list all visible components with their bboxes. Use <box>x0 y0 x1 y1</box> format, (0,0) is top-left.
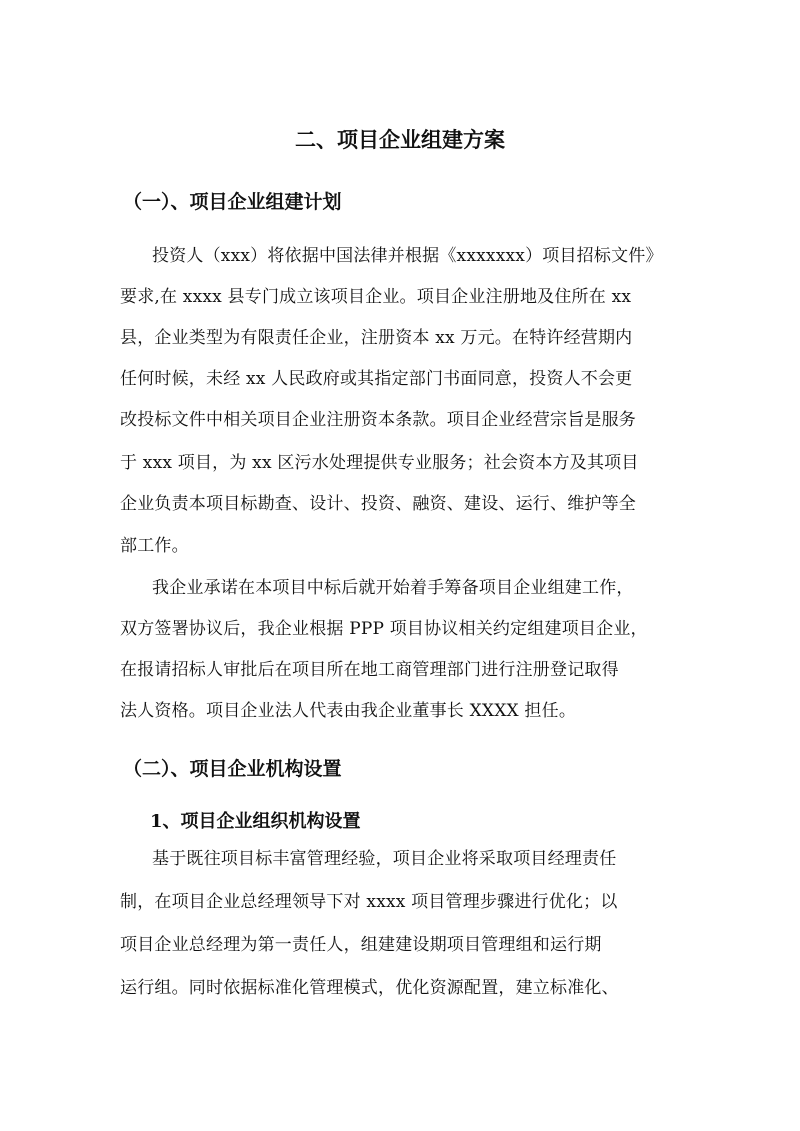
paragraph-line: 投资人（xxx）将依据中国法律并根据《xxxxxxx）项目招标文件》 <box>152 246 663 266</box>
paragraph-line: 运行组。同时依据标准化管理模式，优化资源配置，建立标准化、 <box>120 978 619 998</box>
paragraph-line: 基于既往项目标丰富管理经验，项目企业将采取项目经理责任 <box>152 849 617 869</box>
paragraph-line: 改投标文件中相关项目企业注册资本条款。项目企业经营宗旨是服务 <box>120 410 636 430</box>
paragraph-line: 法人资格。项目企业法人代表由我企业董事长 XXXX 担任。 <box>120 701 577 721</box>
paragraph-line: 制，在项目企业总经理领导下对 xxxx 项目管理步骤进行优化；以 <box>120 892 618 912</box>
subsection-heading-1: 1、项目企业组织机构设置 <box>150 811 361 832</box>
paragraph-line: 部工作。 <box>120 536 189 556</box>
paragraph-line: 项目企业总经理为第一责任人，组建建设期项目管理组和运行期 <box>120 935 602 955</box>
document-title: 二、项目企业组建方案 <box>295 127 505 152</box>
paragraph-line: 双方签署协议后，我企业根据 PPP 项目协议相关约定组建项目企业， <box>120 619 648 639</box>
section-heading-2: （二）、项目企业机构设置 <box>123 758 342 780</box>
paragraph-line: 于 xxx 项目，为 xx 区污水处理提供专业服务；社会资本方及其项目 <box>120 453 639 473</box>
paragraph-line: 企业负责本项目标勘查、设计、投资、融资、建设、运行、维护等全 <box>120 494 636 514</box>
paragraph-line: 我企业承诺在本项目中标后就开始着手筹备项目企业组建工作， <box>152 578 634 598</box>
paragraph-line: 县，企业类型为有限责任企业，注册资本 xx 万元。在特许经营期内 <box>120 328 633 348</box>
paragraph-line: 任何时候，未经 xx 人民政府或其指定部门书面同意，投资人不会更 <box>120 369 633 389</box>
paragraph-line: 要求,在 xxxx 县专门成立该项目企业。项目企业注册地及住所在 xx <box>120 287 632 307</box>
section-heading-1: （一）、项目企业组建计划 <box>123 191 342 213</box>
paragraph-line: 在报请招标人审批后在项目所在地工商管理部门进行注册登记取得 <box>120 660 619 680</box>
